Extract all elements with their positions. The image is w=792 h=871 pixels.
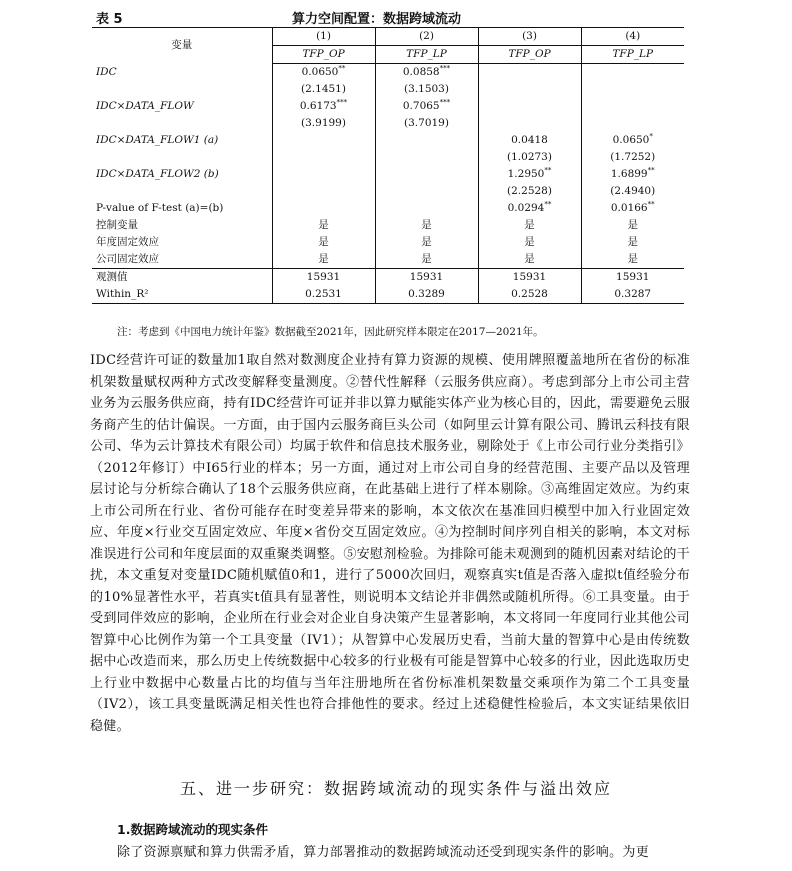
section-heading: 五、进一步研究：数据跨域流动的现实条件与溢出效应 bbox=[179, 779, 612, 798]
table-title: 算力空间配置：数据跨域流动 bbox=[292, 12, 462, 27]
table-row bbox=[92, 132, 684, 149]
variable-header: 变量 bbox=[92, 28, 272, 64]
cell-value: 0.0650* bbox=[581, 132, 684, 149]
table-row bbox=[92, 251, 684, 269]
col-number: (1) bbox=[272, 28, 375, 46]
body-paragraph: IDC经营许可证的数量加1取自然对数测度企业持有算力资源的规模、使用牌照覆盖地所在省份的标准机架数量赋权两种方式改变解释变量测度。②替代性解释（云服务供应商）。考虑到部分上市公司主营业务为云服务供应商，持有IDC经营许可证并非以算力赋能实体产业为核心目的，因此，需要避免云服务商产生的估计偏误。一方面，由于国内云服务商巨头公司（如阿里云计算有限公司、腾讯云科技有限公司、华为云计算技术有限公司）均属于软件和信息技术服务业，剔除处于《上市公司行业分类指引》（2012年修订）中I65行业的样本；另一方面，通过对上市公司自身的经营范围、主要产品以及管理层讨论与分析综合确认了18个云服务供应商，在此基础上进行了样本剔除。③高维固定效应。为约束上市公司所在行业、省份可能存在时变差异带来的影响，本文依次在基准回归模型中加入行业固定效应、年度×行业交互固定效应、年度×省份交互固定效应。④为控制时间序列自相关的影响，本文对标准误进行公司和年度层面的双重聚类调整。⑤安慰剂检验。为排除可能未观测到的随机因素对结论的干扰，本文重复对变量IDC随机赋值0和1，进行了5000次回归，观察真实t值是否落入虚拟t值经验分布的10%显著性水平，若真实t值具有显著性，则说明本文结论并非偶然或随机所得。⑥工具变量。由于受到同伴效应的影响，企业所在行业会对企业自身决策产生显著影响，本文将同一年度同行业其他公司智算中心比例作为第一个工具变量（IV1）；从智算中心发展历史看，当前大量的智算中心是由传统数据中心改造而来，那么历史上传统数据中心较多的行业极有可能是智算中心较多的行业，因此选取历史上行业中数据中心数量占比的均值与当年注册地所在省份标准机架数量交乘项作为第二个工具变量（IV2），该工具变量既满足相关性也符合排他性的要求。经过上述稳健性检验后，本文实证结果依旧稳健。 bbox=[90, 353, 690, 734]
col-number: (2) bbox=[375, 28, 478, 46]
r2-value: 0.3289 bbox=[375, 286, 478, 304]
cell-value bbox=[272, 166, 375, 183]
regression-table bbox=[92, 27, 684, 304]
cell-value: 是 bbox=[478, 217, 581, 234]
cell-value bbox=[581, 81, 684, 98]
cell-value bbox=[478, 98, 581, 115]
table-row bbox=[92, 115, 684, 132]
r2-label: Within_R² bbox=[92, 286, 272, 304]
cell-value: 0.7065*** bbox=[375, 98, 478, 115]
cell-value bbox=[375, 183, 478, 200]
table-row bbox=[92, 183, 684, 200]
r2-value: 0.2528 bbox=[478, 286, 581, 304]
cell-value: 是 bbox=[375, 251, 478, 269]
cell-value: (2.2528) bbox=[478, 183, 581, 200]
cell-value: 0.0294** bbox=[478, 200, 581, 217]
table-row bbox=[92, 217, 684, 234]
row-label: IDC×DATA_FLOW2 (b) bbox=[96, 168, 219, 180]
col-depvar: TFP_OP bbox=[478, 46, 581, 64]
table-label: 表 5 bbox=[96, 12, 123, 27]
table-row bbox=[92, 234, 684, 251]
row-label: 控制变量 bbox=[96, 219, 138, 231]
cell-value: 0.0650** bbox=[272, 64, 375, 82]
col-depvar: TFP_LP bbox=[375, 46, 478, 64]
cell-value bbox=[581, 98, 684, 115]
cell-value bbox=[272, 200, 375, 217]
obs-row bbox=[92, 269, 684, 287]
cell-value: 是 bbox=[478, 251, 581, 269]
row-label: IDC bbox=[96, 65, 117, 78]
obs-value: 15931 bbox=[581, 269, 684, 287]
cell-value: 是 bbox=[375, 217, 478, 234]
cell-value: 是 bbox=[581, 217, 684, 234]
cell-value bbox=[375, 149, 478, 166]
obs-label: 观测值 bbox=[92, 269, 272, 287]
table-row bbox=[92, 200, 684, 217]
cell-value bbox=[375, 200, 478, 217]
cell-value: 是 bbox=[375, 234, 478, 251]
cell-value: (3.7019) bbox=[375, 115, 478, 132]
cell-value bbox=[581, 64, 684, 82]
cell-value: 0.0166** bbox=[581, 200, 684, 217]
col-depvar: TFP_OP bbox=[272, 46, 375, 64]
cell-value: 0.0418 bbox=[478, 132, 581, 149]
cell-value bbox=[581, 115, 684, 132]
row-label: IDC×DATA_FLOW1 (a) bbox=[96, 134, 219, 146]
row-label: 年度固定效应 bbox=[96, 236, 159, 248]
cell-value: 1.2950** bbox=[478, 166, 581, 183]
cell-value: (2.1451) bbox=[272, 81, 375, 98]
cell-value: 1.6899** bbox=[581, 166, 684, 183]
row-label bbox=[92, 81, 272, 98]
row-label bbox=[92, 149, 272, 166]
cell-value: 是 bbox=[581, 251, 684, 269]
cell-value bbox=[375, 166, 478, 183]
r2-value: 0.2531 bbox=[272, 286, 375, 304]
row-label bbox=[92, 115, 272, 132]
cell-value: 是 bbox=[272, 251, 375, 269]
body-text bbox=[90, 350, 690, 737]
cell-value: (1.0273) bbox=[478, 149, 581, 166]
cell-value: (2.4940) bbox=[581, 183, 684, 200]
sub-heading: 1.数据跨域流动的现实条件 bbox=[117, 822, 268, 837]
col-number: (3) bbox=[478, 28, 581, 46]
row-label: IDC×DATA_FLOW bbox=[96, 100, 194, 112]
cell-value bbox=[375, 132, 478, 149]
table-row bbox=[92, 64, 684, 82]
cell-value bbox=[478, 81, 581, 98]
cell-value: 是 bbox=[581, 234, 684, 251]
row-label: 公司固定效应 bbox=[96, 253, 159, 265]
obs-value: 15931 bbox=[375, 269, 478, 287]
cell-value bbox=[478, 64, 581, 82]
cell-value: 是 bbox=[272, 217, 375, 234]
cell-value bbox=[478, 115, 581, 132]
table-row bbox=[92, 166, 684, 183]
row-label: P-value of F-test (a)=(b) bbox=[96, 202, 224, 214]
cell-value: 0.6173*** bbox=[272, 98, 375, 115]
cell-value: (3.1503) bbox=[375, 81, 478, 98]
obs-value: 15931 bbox=[478, 269, 581, 287]
cell-value bbox=[272, 149, 375, 166]
cell-value: 0.0858*** bbox=[375, 64, 478, 82]
cell-value: (3.9199) bbox=[272, 115, 375, 132]
table-row bbox=[92, 98, 684, 115]
cell-value bbox=[272, 183, 375, 200]
col-depvar: TFP_LP bbox=[581, 46, 684, 64]
table-note: 注：考虑到《中国电力统计年鉴》数据截至2021年，因此研究样本限定在2017—2021年。 bbox=[117, 326, 544, 338]
r2-row bbox=[92, 286, 684, 304]
r2-value: 0.3287 bbox=[581, 286, 684, 304]
cell-value: 是 bbox=[478, 234, 581, 251]
last-paragraph: 除了资源禀赋和算力供需矛盾，算力部署推动的数据跨域流动还受到现实条件的影响。为更 bbox=[117, 845, 650, 860]
col-number: (4) bbox=[581, 28, 684, 46]
table-caption bbox=[92, 6, 684, 26]
row-label bbox=[92, 183, 272, 200]
table-row bbox=[92, 149, 684, 166]
cell-value bbox=[272, 132, 375, 149]
cell-value: (1.7252) bbox=[581, 149, 684, 166]
cell-value: 是 bbox=[272, 234, 375, 251]
obs-value: 15931 bbox=[272, 269, 375, 287]
table-row bbox=[92, 81, 684, 98]
